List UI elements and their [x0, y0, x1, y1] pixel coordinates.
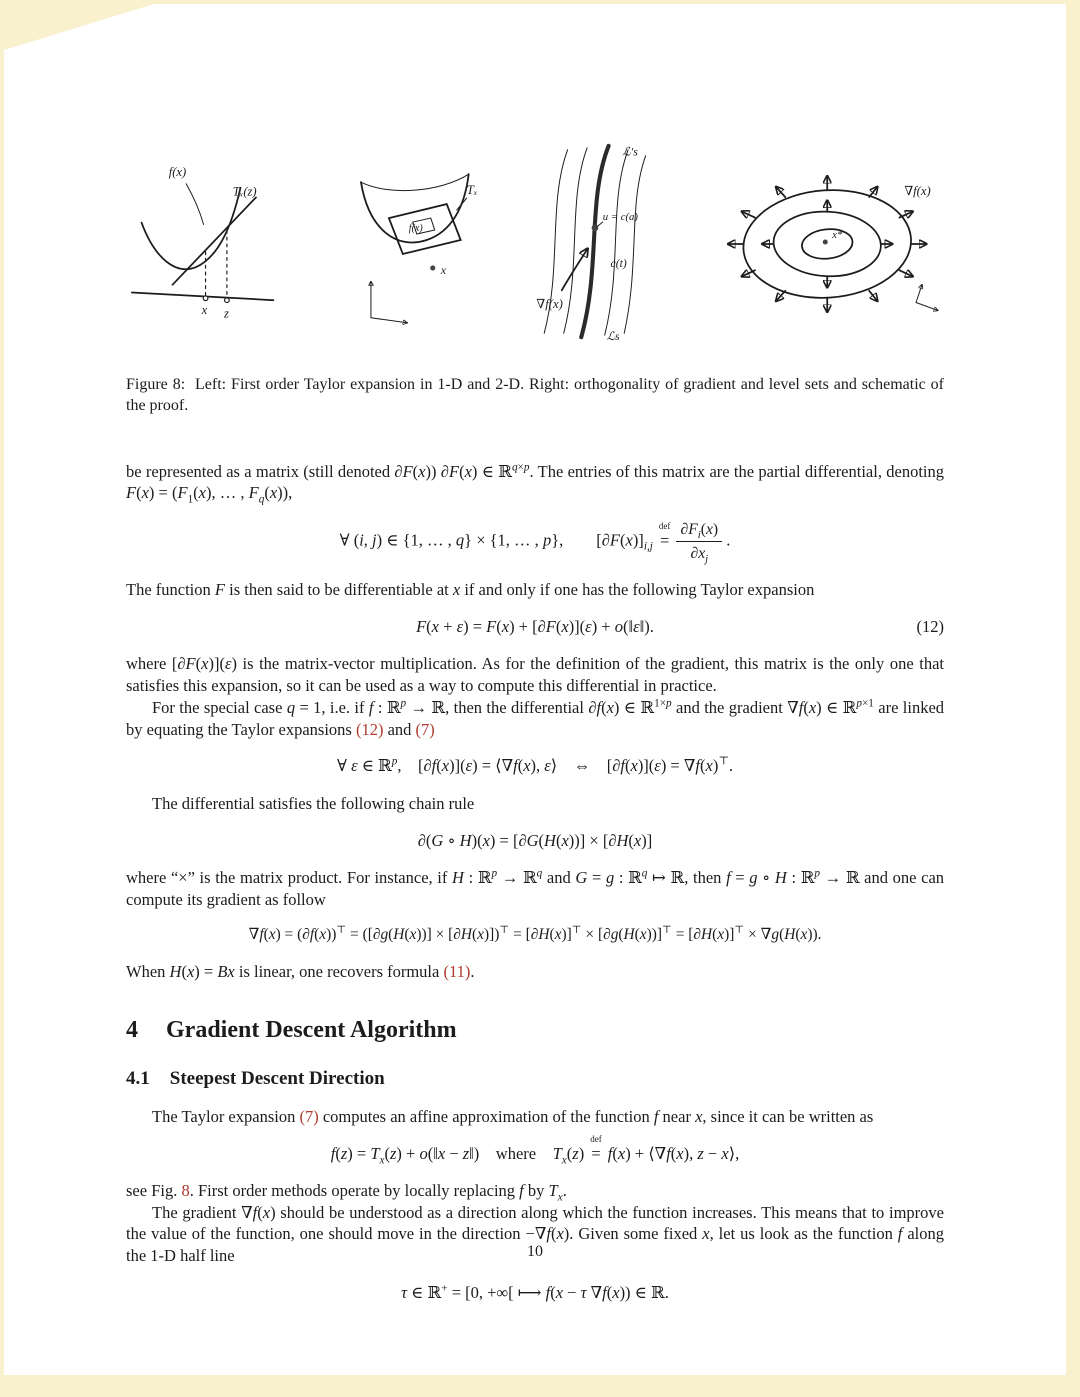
label-tangent-Tz: Tₓ(z): [232, 184, 257, 199]
label-point-z: z: [223, 306, 229, 321]
label-f-of-x-2d: f(x): [409, 223, 424, 235]
paragraph-linear-case: When H(x) = Bx is linear, one recovers formula (11).: [126, 962, 475, 982]
paragraph-differentiable: The function F is then said to be differentiable at x if and only if one has the following Taylor expansion: [126, 580, 815, 600]
display-equation-gradient-composition: ∇f(x) = (∂f(x))⊤ = ([∂g(H(x))] × [∂H(x)])⊤ = [∂H(x)]⊤ × [∂g(H(x))]⊤ = [∂H(x)]⊤ × ∇g(H(x)).: [248, 925, 822, 944]
display-equation-gradient-link: ∀ ε ∈ ℝ$^p$, [∂f(x)](ε) = ⟨∇f(x), ε⟩ ⇔ [∂f(x)](ε) = ∇f(x)⊤.: [336, 755, 733, 776]
label-point-x: x: [201, 302, 208, 317]
eq-ref-7[interactable]: (7): [415, 719, 435, 739]
eq-ref-12[interactable]: (12): [355, 719, 384, 739]
section-4-number: 4: [126, 1016, 138, 1043]
label-f-of-x: f(x): [168, 165, 187, 180]
equation-taylor-body: F(x + ε) = F(x) + [∂F(x)](ε) + o(‖ε‖).: [416, 617, 654, 637]
label-minimizer-xstar: x*: [831, 229, 842, 242]
eq-ref-7b[interactable]: (7): [299, 1106, 319, 1126]
sketch-taylor-2d: [349, 152, 487, 332]
sketch-taylor-1d: [126, 152, 305, 332]
label-gradient-field: ∇f(x): [903, 184, 931, 199]
subsection-4-1-title: Steepest Descent Direction: [169, 1067, 385, 1089]
label-level-set-bottom: ℒs: [606, 330, 620, 342]
scan-corner-wedge: [4, 4, 154, 50]
subsection-4-1-heading: [126, 1068, 944, 1090]
eq-ref-11[interactable]: (11): [443, 962, 471, 982]
sketch-level-sets-field: [715, 154, 944, 330]
paragraph-matrix-product: where “×” is the matrix product. For instance, if H : ℝ$^p$ → ℝ$^q$ and G = g : ℝ$^q$ ↦ ℝ, then f = g ∘ H : ℝ$^p$ → ℝ and one can compute its gradient as follow: [126, 867, 945, 909]
sketch-level-set-gradient: [531, 142, 671, 342]
page-number: 10: [527, 1243, 543, 1260]
figure-8-panels: [126, 142, 944, 342]
display-equation-taylor-12: [126, 616, 944, 638]
fig-ref-8[interactable]: 8: [181, 1180, 190, 1200]
label-tangent-plane-T: Tₓ: [467, 182, 479, 198]
label-level-curve-ct: c(t): [610, 256, 627, 270]
paragraph-matrix-vector: where [∂F(x)](ε) is the matrix-vector multiplication. As for the definition of the gradient, this matrix is the only one that satisfies this expansion, so it can be used as a way to compute this differential in practice.: [126, 654, 944, 696]
paragraph-special-case: For the special case q = 1, i.e. if f : ℝ$^p$ → ℝ, then the differential ∂f(x) ∈ ℝ$^{1\times p}$ and the gradient ∇f(x) ∈ ℝ$^{p\times 1}$ are linked by equating the Taylor expansions (12) and (7): [126, 697, 945, 739]
label-u-on-level-set: u = c(a): [602, 211, 639, 224]
figure-8-caption: Figure 8: Left: First order Taylor expansion in 1-D and 2-D. Right: orthogonality of gradient and level sets and schematic of the proof.: [126, 376, 944, 415]
label-level-set-top: ℒ′s: [622, 145, 638, 159]
paragraph-matrix-representation: be represented as a matrix (still denoted ∂F(x)) ∂F(x) ∈ ℝ$^{q\times p}$. The entries of this matrix are the partial differential, denoting $F(x) = (F_1(x)$, … , $F_q(x)$),: [126, 461, 945, 506]
page: [4, 4, 1066, 1375]
paragraph-see-figure: see Fig. 8. First order methods operate by locally replacing f by $T_x$.: [126, 1180, 567, 1204]
paragraph-taylor-affine: The Taylor expansion (7) computes an affine approximation of the function f near x, since it can be written as: [152, 1106, 874, 1126]
display-equation-half-line: τ ∈ ℝ+ = [0, +∞[ ⟼ f(x − τ ∇f(x)) ∈ ℝ.: [401, 1282, 669, 1302]
label-point-x-2d: x: [441, 262, 447, 277]
section-4-title: Gradient Descent Algorithm: [166, 1016, 457, 1043]
display-equation-chain-rule: ∂(G ∘ H)(x) = [∂G(H(x))] × [∂H(x)]: [417, 830, 653, 850]
paragraph-chain-rule-intro: The differential satisfies the following chain rule: [152, 793, 475, 813]
display-equation-partial-definition: ∀ (i, j) ∈ {1, … , q} × {1, … , p}, $[\partial F(x)]_{i,j}$ def = $\frac{\partial F_i(x)}{\partial x_j}$ .: [339, 520, 731, 566]
section-4-heading: [126, 1017, 944, 1044]
display-equation-affine-approximation: $f(z) = T_x(z)$ + o(‖x − z‖) where $T_x(z)$ def = f(x) + ⟨∇f(x), z − x⟩,: [330, 1133, 740, 1166]
equation-number-12: (12): [916, 617, 944, 637]
subsection-4-1-number: 4.1: [126, 1067, 150, 1089]
paragraph-gradient-direction: The gradient ∇f(x) should be understood as a direction along which the function increases. This means that to improve the value of the function, one should move in the direction −∇f(x). Given some fixed x, let us look as the function f along the 1-D half line: [126, 1202, 945, 1266]
label-gradient-vector: ∇f(x): [536, 296, 563, 311]
